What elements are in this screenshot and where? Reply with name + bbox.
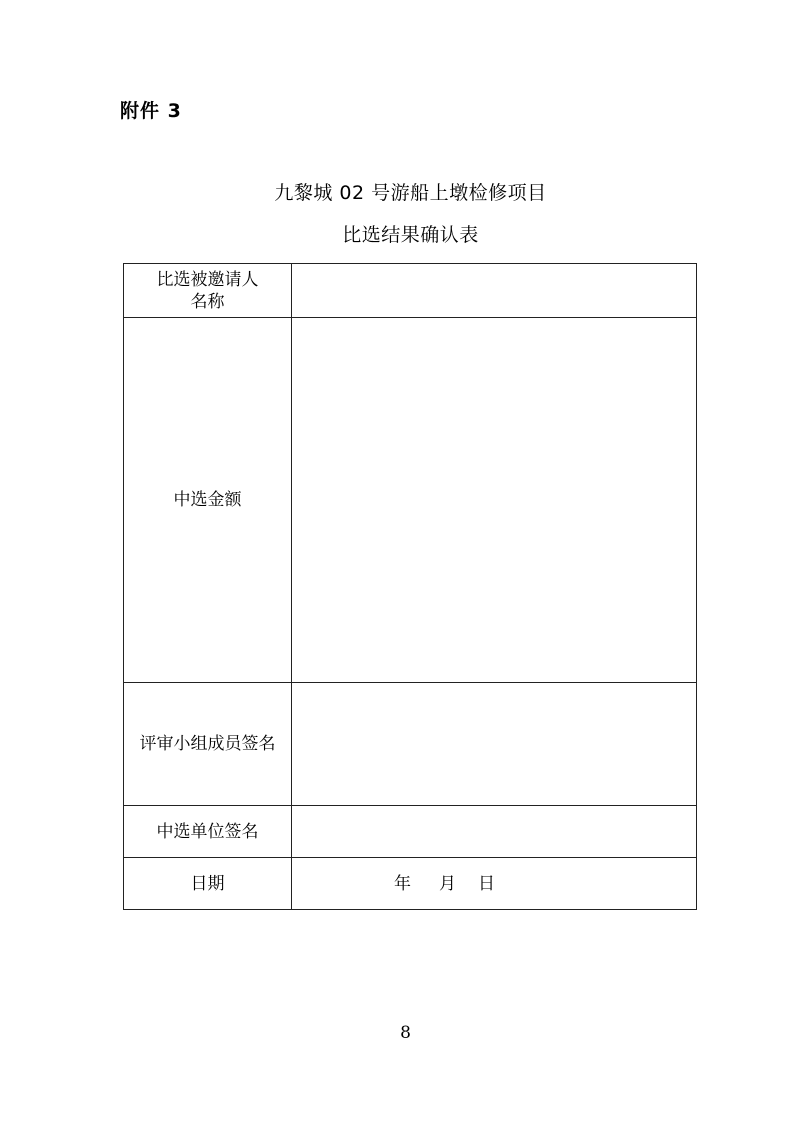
invitee-name-label-line2: 名称 xyxy=(190,291,225,312)
invitee-name-label xyxy=(124,264,292,318)
review-signatures-field[interactable] xyxy=(292,683,697,806)
attachment-label: 附件 3 xyxy=(120,100,182,122)
winning-amount-field[interactable] xyxy=(292,318,697,683)
unit-signature-field[interactable] xyxy=(292,806,697,858)
review-signatures-label: 评审小组成员签名 xyxy=(124,683,292,806)
document-title-line2: 比选结果确认表 xyxy=(342,224,479,246)
page-number: 8 xyxy=(400,1023,411,1043)
table-row-review-signatures xyxy=(124,683,697,806)
date-label: 日期 xyxy=(124,858,292,910)
table-row-winning-amount xyxy=(124,318,697,683)
date-month-label: 月 xyxy=(439,873,456,894)
confirmation-table xyxy=(123,263,697,910)
winning-amount-label: 中选金额 xyxy=(124,318,292,683)
invitee-name-label-line1: 比选被邀请人 xyxy=(156,269,259,290)
invitee-name-field[interactable] xyxy=(292,264,697,318)
table-row-date xyxy=(124,858,697,910)
document-title-line1: 九黎城 02 号游船上墩检修项目 xyxy=(274,182,547,204)
date-year-label: 年 xyxy=(394,873,411,894)
table-row-unit-signature xyxy=(124,806,697,858)
unit-signature-label: 中选单位签名 xyxy=(124,806,292,858)
table-row-invitee-name xyxy=(124,264,697,318)
date-day-label: 日 xyxy=(478,873,495,894)
date-field[interactable] xyxy=(292,858,697,910)
